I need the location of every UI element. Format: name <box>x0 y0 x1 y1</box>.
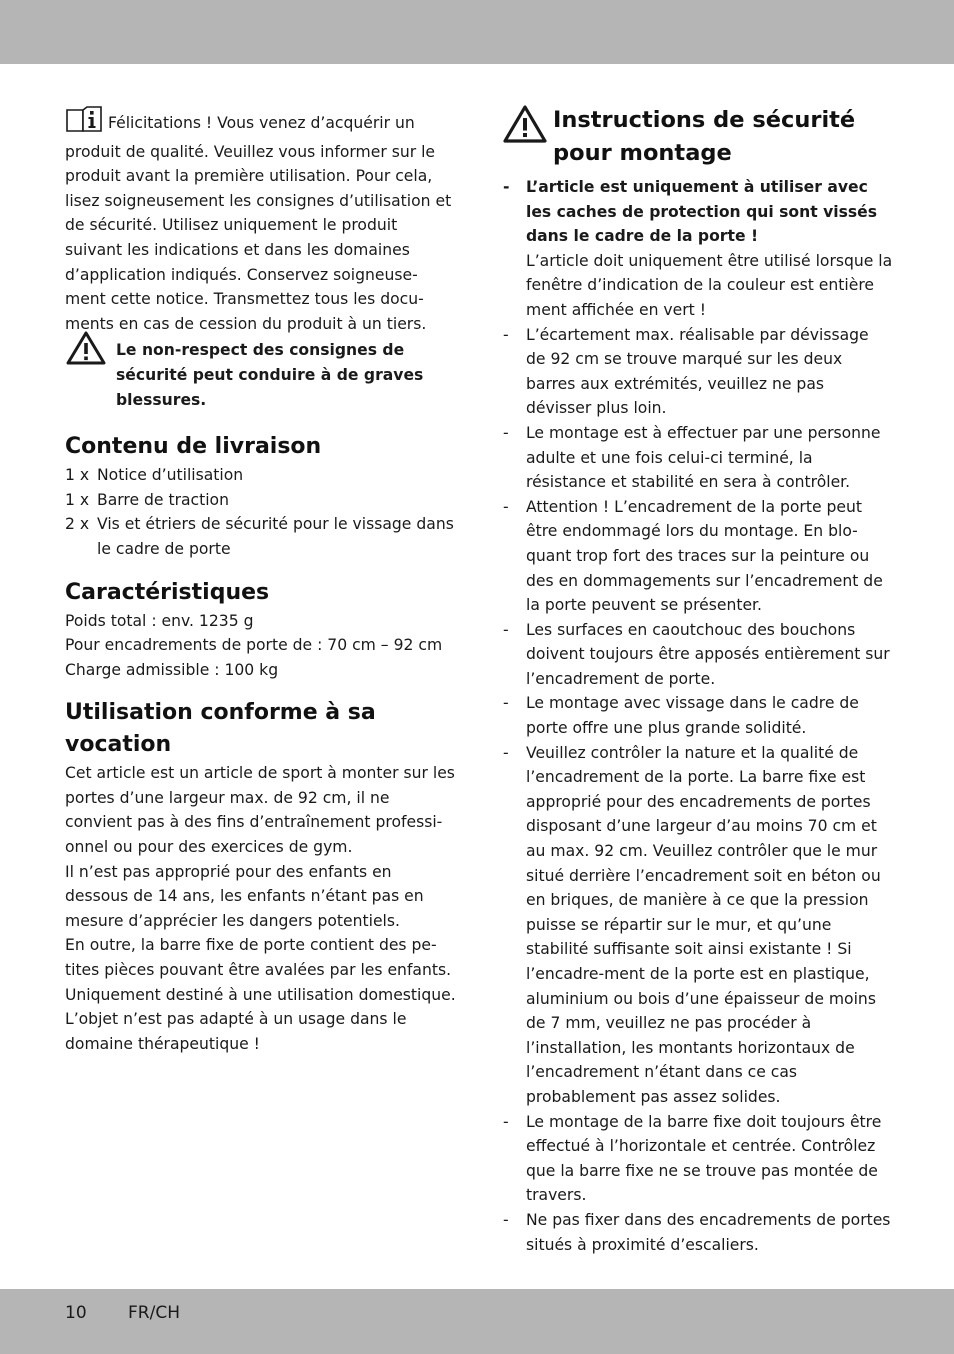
bullet-dash: - <box>503 1112 509 1131</box>
list-item <box>65 488 457 513</box>
info-book-icon <box>65 106 103 140</box>
utilisation-paragraph: Cet article est un article de sport à monter sur les portes d’une largeur max. de 92 cm, il ne convient pas à des fins d’entraînement professi-onnel ou pour des exercices de gym. <box>65 764 455 857</box>
item-qty: 1 x <box>65 466 90 485</box>
bullet-text: L’article doit uniquement être utilisé lorsque la fenêtre d’indication de la couleur est entière ment affichée en vert ! <box>526 251 893 319</box>
bullet-dash: - <box>503 620 509 639</box>
bullet-bold-text: L’article est uniquement à utiliser avec les caches de protection qui sont vissés dans le cadre de la porte ! <box>526 178 878 246</box>
bullet-dash: - <box>503 325 509 344</box>
bullet-text: L’écartement max. réalisable par dévissage de 92 cm se trouve marqué sur les deux barres aux extrémités, veuillez ne pas dévisser plus loin. <box>526 325 869 418</box>
utilisation-heading: Utilisation conforme à sa vocation <box>65 700 376 758</box>
intro-text: Félicitations ! Vous venez d’acquérir un produit de qualité. Veuillez vous informer sur le produit avant la première utilisation. Pour cela, lisez soigneusement les consignes d’utilisation et de sécurité. Utilisez uniquement le produit suivant les indications et dans les domaines d’application indiqués. Conservez soigneuse-ment cette notice. Transmettez tous les docu-ments en cas de cession du produit à un tiers. <box>65 114 452 333</box>
bullet-text: Veuillez contrôler la nature et la qualité de l’encadrement de la porte. La barre fixe est approprié pour des encadrements de portes disposant d’une largeur d’au moins 70 cm et au max. 92 cm. Veuillez contrôler que le mur situé derrière l’encadrement soit en béton ou en briques, de manière à ce que la pression puisse se répartir sur le mur, et qu’une stabilité suffisante soit ainsi existante ! Si l’encadre-ment de la porte est en plastique, aluminium ou bois d’une épaisseur de moins de 7 mm, veuillez ne pas procéder à l’installation, les montants horizontaux de l’encadrement n’étant dans ce cas probablement pas assez solides. <box>526 743 881 1106</box>
intro-paragraph <box>65 106 457 336</box>
list-item <box>65 463 457 488</box>
list-item <box>503 618 893 692</box>
bullet-dash: - <box>503 743 509 762</box>
warning-triangle-icon <box>66 330 106 370</box>
list-item <box>503 175 893 323</box>
contenu-list <box>65 463 457 561</box>
list-item <box>503 421 893 495</box>
utilisation-paragraph: Il n’est pas approprié pour des enfants en dessous de 14 ans, les enfants n’étant pas en mesure d’apprécier les dangers potentiels. <box>65 862 424 930</box>
item-qty: 1 x <box>65 490 90 509</box>
bullet-dash: - <box>503 497 509 516</box>
contenu-heading: Contenu de livraison <box>65 434 322 460</box>
utilisation-paragraph: Uniquement destiné à une utilisation domestique. <box>65 985 456 1004</box>
header-band <box>0 0 954 64</box>
utilisation-paragraph: En outre, la barre fixe de porte contient des pe-tites pièces pouvant être avalées par les enfants. <box>65 936 452 980</box>
list-item <box>503 691 893 740</box>
list-item <box>503 741 893 1110</box>
utilisation-paragraph: L’objet n’est pas adapté à un usage dans le domaine thérapeutique ! <box>65 1010 407 1053</box>
utilisation-body <box>65 761 457 1056</box>
spec-line: Poids total : env. 1235 g <box>65 611 254 630</box>
bullet-dash: - <box>503 178 510 196</box>
item-label: Vis et étriers de sécurité pour le vissage dans le cadre de porte <box>97 515 454 558</box>
bullet-text: Le montage est à effectuer par une personne adulte et une fois celui-ci terminé, la résistance et stabilité en sera à contrôler. <box>526 423 881 492</box>
caracteristiques-list <box>65 609 457 683</box>
list-item <box>503 495 893 618</box>
bullet-text: Le montage de la barre fixe doit toujours être effectué à l’horizontale et centrée. Contrôlez que la barre fixe ne se trouve pas montée de travers. <box>526 1112 882 1205</box>
bullet-dash: - <box>503 1210 509 1229</box>
item-qty: 2 x <box>65 515 90 534</box>
warning-text: Le non-respect des consignes de sécurité peut conduire à de graves blessures. <box>116 341 424 409</box>
right-column <box>503 104 893 1257</box>
item-label: Notice d’utilisation <box>97 466 244 485</box>
locale-label: FR/CH <box>128 1303 180 1323</box>
list-item <box>65 512 457 561</box>
item-label: Barre de traction <box>97 490 229 509</box>
spec-line: Pour encadrements de porte de : 70 cm – 92 cm <box>65 636 443 655</box>
caracteristiques-heading: Caractéristiques <box>65 579 270 605</box>
bullet-dash: - <box>503 694 509 713</box>
list-item <box>503 1110 893 1208</box>
left-column <box>65 106 457 1056</box>
page-number: 10 <box>65 1303 87 1323</box>
warning-triangle-icon <box>503 104 549 148</box>
bullet-text: Les surfaces en caoutchouc des bouchons doivent toujours être apposés entièrement sur l’encadrement de porte. <box>526 620 890 688</box>
bullet-text: Ne pas fixer dans des encadrements de portes situés à proximité d’escaliers. <box>526 1210 891 1254</box>
warning-box <box>65 338 457 412</box>
securite-list <box>503 175 893 1257</box>
list-item <box>503 323 893 421</box>
bullet-text: Attention ! L’encadrement de la porte peut être endommagé lors du montage. En blo-quant trop fort des traces sur la peinture ou des en dommagements sur l’encadrement de la porte peuvent se présenter. <box>526 497 883 615</box>
bullet-text: Le montage avec vissage dans le cadre de porte offre une plus grande solidité. <box>526 694 859 738</box>
bullet-dash: - <box>503 423 509 442</box>
securite-heading: Instructions de sécurité pour montage <box>553 107 856 166</box>
securite-heading-row <box>503 104 893 170</box>
spec-line: Charge admissible : 100 kg <box>65 660 279 679</box>
list-item <box>503 1208 893 1257</box>
